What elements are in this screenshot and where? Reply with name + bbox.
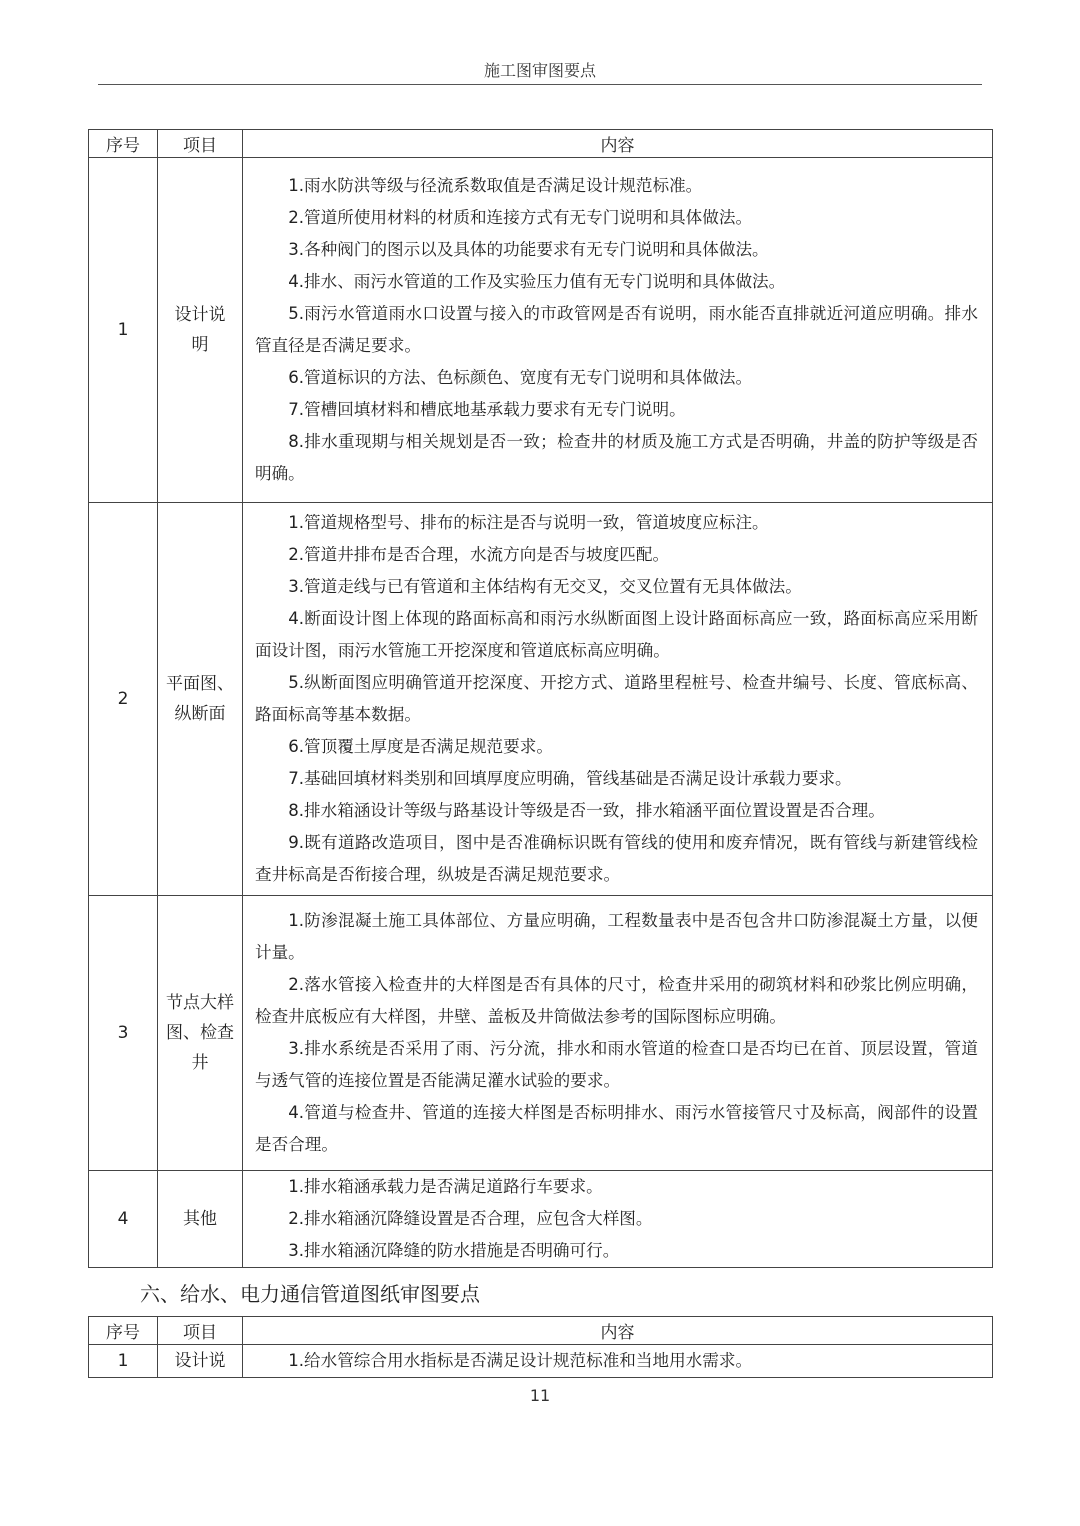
- row-item: 设计说: [158, 1345, 243, 1378]
- row-number: 2: [89, 503, 158, 896]
- content-line: 2.管道井排布是否合理，水流方向是否与坡度匹配。: [288, 545, 670, 564]
- row-item: 节点大样图、检查井: [158, 896, 243, 1171]
- row-content: [243, 1345, 993, 1378]
- review-table-water-supply: [88, 1316, 993, 1378]
- content-line: 1.管道规格型号、排布的标注是否与说明一致，管道坡度应标注。: [288, 513, 769, 532]
- content-line: 2.落水管接入检查井的大样图是否有具体的尺寸，检查井采用的砌筑材料和砂浆比例应明确，检查井底板应有大样图，井壁、盖板及井筒做法参考的国际图标应明确。: [255, 975, 978, 1026]
- content-line: 3.排水系统是否采用了雨、污分流，排水和雨水管道的检查口是否均已在首、顶层设置，管道与透气管的连接位置是否能满足灌水试验的要求。: [255, 1039, 978, 1090]
- table-header-row: [89, 1317, 993, 1345]
- table-header-row: [89, 130, 993, 158]
- table-row: [89, 503, 993, 896]
- table-row: [89, 896, 993, 1171]
- row-content: [243, 158, 993, 503]
- content-line: 4.断面设计图上体现的路面标高和雨污水纵断面图上设计路面标高应一致，路面标高应采用断面设计图，雨污水管施工开挖深度和管道底标高应明确。: [255, 609, 978, 660]
- content-line: 2.排水箱涵沉降缝设置是否合理，应包含大样图。: [288, 1209, 653, 1228]
- row-number: 4: [89, 1171, 158, 1268]
- review-table-drainage: [88, 129, 993, 1268]
- column-header-item: 项目: [158, 1317, 243, 1345]
- content-line: 3.管道走线与已有管道和主体结构有无交叉，交叉位置有无具体做法。: [288, 577, 802, 596]
- row-content: [243, 503, 993, 896]
- table-row: [89, 158, 993, 503]
- row-number: 1: [89, 158, 158, 503]
- row-content: [243, 1171, 993, 1268]
- content-line: 4.排水、雨污水管道的工作及实验压力值有无专门说明和具体做法。: [288, 272, 786, 291]
- content-line: 8.排水箱涵设计等级与路基设计等级是否一致，排水箱涵平面位置设置是否合理。: [288, 801, 885, 820]
- content-line: 6.管道标识的方法、色标颜色、宽度有无专门说明和具体做法。: [288, 368, 753, 387]
- content-line: 7.管槽回填材料和槽底地基承载力要求有无专门说明。: [288, 400, 686, 419]
- content-line: 1.排水箱涵承载力是否满足道路行车要求。: [288, 1177, 603, 1196]
- row-item: 平面图、纵断面: [158, 503, 243, 896]
- column-header-no: 序号: [89, 130, 158, 158]
- page-number: 11: [529, 1386, 551, 1405]
- page-header-title: 施工图审图要点: [483, 61, 596, 80]
- content-line: 9.既有道路改造项目，图中是否准确标识既有管线的使用和废弃情况，既有管线与新建管线检查井标高是否衔接合理，纵坡是否满足规范要求。: [255, 833, 978, 884]
- content-line: 4.管道与检查井、管道的连接大样图是否标明排水、雨污水管接管尺寸及标高，阀部件的设置是否合理。: [255, 1103, 978, 1154]
- table-row: [89, 1345, 993, 1378]
- row-item: 设计说明: [158, 158, 243, 503]
- column-header-content: 内容: [243, 130, 993, 158]
- content-line: 5.纵断面图应明确管道开挖深度、开挖方式、道路里程桩号、检查井编号、长度、管底标高、路面标高等基本数据。: [255, 673, 978, 724]
- row-number: 1: [89, 1345, 158, 1378]
- content-line: 1.雨水防洪等级与径流系数取值是否满足设计规范标准。: [288, 176, 703, 195]
- row-item: 其他: [158, 1171, 243, 1268]
- column-header-no: 序号: [89, 1317, 158, 1345]
- content-line: 6.管顶覆土厚度是否满足规范要求。: [288, 737, 553, 756]
- content-line: 3.排水箱涵沉降缝的防水措施是否明确可行。: [288, 1241, 620, 1260]
- column-header-item: 项目: [158, 130, 243, 158]
- content-line: 7.基础回填材料类别和回填厚度应明确，管线基础是否满足设计承载力要求。: [288, 769, 852, 788]
- row-content: [243, 896, 993, 1171]
- column-header-content: 内容: [243, 1317, 993, 1345]
- page-header: [98, 58, 982, 85]
- content-line: 3.各种阀门的图示以及具体的功能要求有无专门说明和具体做法。: [288, 240, 769, 259]
- table-row: [89, 1171, 993, 1268]
- content-line: 8.排水重现期与相关规划是否一致；检查井的材质及施工方式是否明确，井盖的防护等级是否明确。: [255, 432, 978, 483]
- section-heading: 六、给水、电力通信管道图纸审图要点: [140, 1282, 480, 1306]
- content-line: 2.管道所使用材料的材质和连接方式有无专门说明和具体做法。: [288, 208, 753, 227]
- content-line: 1.给水管综合用水指标是否满足设计规范标准和当地用水需求。: [288, 1351, 753, 1370]
- content-line: 1.防渗混凝土施工具体部位、方量应明确，工程数量表中是否包含井口防渗混凝土方量，以便计量。: [255, 911, 978, 962]
- row-number: 3: [89, 896, 158, 1171]
- content-line: 5.雨污水管道雨水口设置与接入的市政管网是否有说明，雨水能否直排就近河道应明确。排水管直径是否满足要求。: [255, 304, 978, 355]
